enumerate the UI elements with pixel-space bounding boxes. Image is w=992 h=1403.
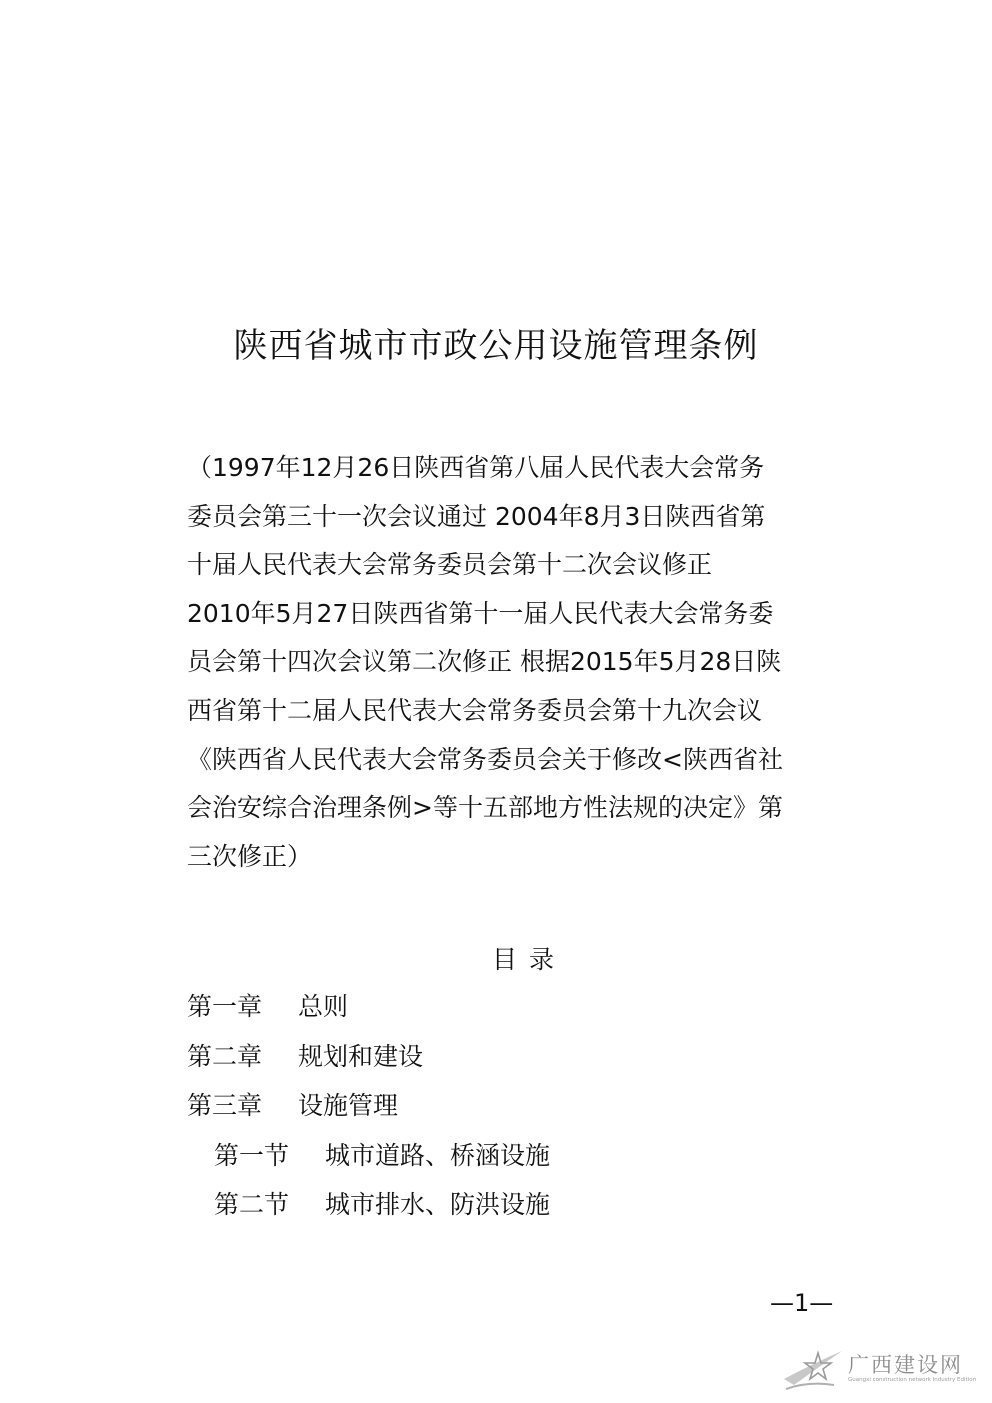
toc-item-title: 设施管理: [298, 1091, 399, 1121]
toc-item-title: 城市道路、桥涵设施: [325, 1140, 551, 1170]
toc-item-number: 第一节: [214, 1140, 290, 1170]
toc-item-title: 总则: [298, 992, 349, 1021]
toc-heading: 目录: [491, 945, 566, 974]
toc-item-title: 规划和建设: [298, 1041, 424, 1071]
toc-item: [187, 1032, 550, 1082]
preamble-line: 三次修正）: [187, 841, 313, 871]
toc-item-number: 第二节: [214, 1190, 290, 1220]
preamble-line: 《陕西省人民代表大会常务委员会关于修改<陕西省社: [187, 744, 783, 774]
toc-item: [187, 1081, 550, 1131]
table-of-contents: [187, 982, 550, 1230]
preamble-line: 十届人民代表大会常务委员会第十二次会议修正: [187, 550, 713, 580]
preamble-line: 西省第十二届人民代表大会常务委员会第十九次会议: [187, 695, 763, 725]
toc-item: [187, 982, 550, 1032]
page-number: —1—: [770, 1289, 834, 1317]
star-swoosh-icon: [780, 1345, 846, 1397]
preamble-line: 委员会第三十一次会议通过 2004年8月3日陕西省第: [187, 501, 766, 531]
preamble-line: 2010年5月27日陕西省第十一届人民代表大会常务委: [187, 598, 774, 628]
preamble-line: （1997年12月26日陕西省第八届人民代表大会常务: [187, 453, 765, 482]
toc-item-number: 第一章: [187, 992, 263, 1021]
watermark-subtitle: Guangxi construction network Industry Edition: [848, 1377, 977, 1383]
preamble: [187, 444, 847, 881]
toc-subitem: [187, 1131, 550, 1181]
preamble-line: 会治安综合治理条例>等十五部地方性法规的决定》第: [187, 793, 783, 823]
toc-subitem: [187, 1180, 550, 1230]
document-title: 陕西省城市市政公用设施管理条例: [233, 326, 759, 366]
toc-item-title: 城市排水、防洪设施: [325, 1190, 551, 1220]
toc-item-number: 第三章: [187, 1091, 263, 1121]
toc-item-number: 第二章: [187, 1041, 263, 1071]
preamble-line: 员会第十四次会议第二次修正 根据2015年5月28日陕: [187, 647, 782, 677]
watermark-name: 广西建设网: [848, 1353, 963, 1377]
watermark: [780, 1345, 985, 1397]
